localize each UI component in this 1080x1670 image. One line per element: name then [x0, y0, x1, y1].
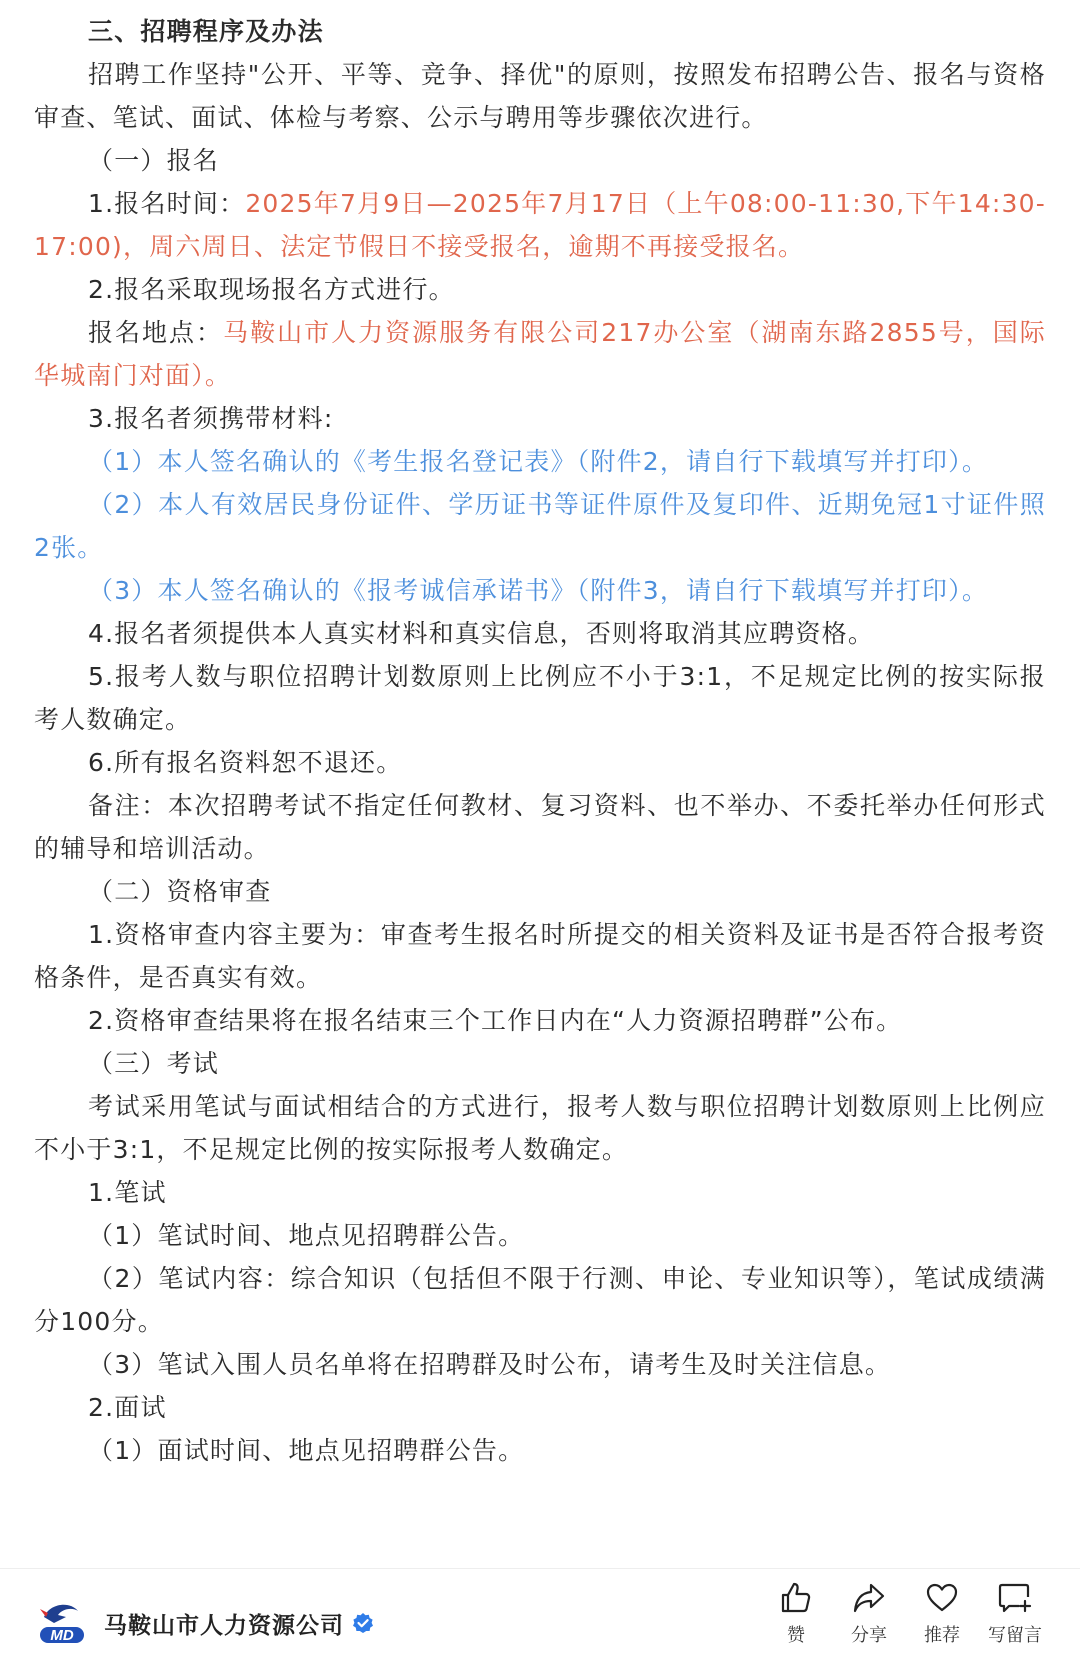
recommend-label: 推荐: [924, 1625, 960, 1646]
written-exam-item: （1）笔试时间、地点见招聘群公告。: [88, 1221, 525, 1250]
recommend-button[interactable]: [907, 1581, 977, 1647]
qualification-item: 2.资格审查结果将在报名结束三个工作日内在“人力资源招聘群”公布。: [88, 1006, 903, 1035]
material-item: （2）本人有效居民身份证件、学历证书等证件原件及复印件、近期免冠1寸证件照2张。: [34, 490, 1046, 562]
bottom-action-bar: [0, 1568, 1080, 1670]
interview-title: 2.面试: [88, 1393, 167, 1422]
like-button[interactable]: [761, 1581, 831, 1647]
interview-item: （1）面试时间、地点见招聘群公告。: [88, 1436, 525, 1465]
material-item: （1）本人签名确认的《考生报名登记表》（附件2，请自行下载填写并打印）。: [88, 447, 989, 476]
thumbs-up-icon: [779, 1581, 813, 1615]
registration-item: 5.报考人数与职位招聘计划数原则上比例应不小于3:1，不足规定比例的按实际报考人数确定。: [34, 662, 1046, 734]
subsection-title-qualification: （二）资格审查: [88, 877, 272, 906]
registration-method: 2.报名采取现场报名方式进行。: [88, 275, 455, 304]
registration-time: [0, 182, 1080, 268]
remark: 备注：本次招聘考试不指定任何教材、复习资料、也不举办、不委托举办任何形式的辅导和培训活动。: [34, 791, 1046, 863]
subsection-title-exam: （三）考试: [88, 1049, 220, 1078]
exam-intro: 考试采用笔试与面试相结合的方式进行，报考人数与职位招聘计划数原则上比例应不小于3:1，不足规定比例的按实际报考人数确定。: [34, 1092, 1046, 1164]
comment-label: 写留言: [988, 1625, 1042, 1646]
account-name[interactable]: 马鞍山市人力资源公司: [104, 1612, 344, 1639]
section-title: 三、招聘程序及办法: [88, 17, 324, 46]
share-button[interactable]: [834, 1581, 904, 1647]
intro-paragraph: 招聘工作坚持"公开、平等、竞争、择优"的原则，按照发布招聘公告、报名与资格审查、笔试、面试、体检与考察、公示与聘用等步骤依次进行。: [34, 60, 1046, 132]
account-logo-icon[interactable]: [36, 1597, 88, 1649]
registration-place-value: 马鞍山市人力资源服务有限公司217办公室（湖南东路2855号，国际华城南门对面）。: [34, 318, 1046, 390]
share-icon: [852, 1581, 886, 1615]
material-item: （3）本人签名确认的《报考诚信承诺书》（附件3，请自行下载填写并打印）。: [88, 576, 989, 605]
registration-item: 6.所有报名资料恕不退还。: [88, 748, 403, 777]
registration-place-label: 报名地点：: [88, 318, 224, 347]
subsection-title-registration: （一）报名: [88, 146, 220, 175]
comment-add-icon: [997, 1581, 1033, 1615]
verified-badge-icon: [352, 1612, 374, 1634]
qualification-item: 1.资格审查内容主要为：审查考生报名时所提交的相关资料及证书是否符合报考资格条件，是否真实有效。: [34, 920, 1046, 992]
written-exam-item: （3）笔试入围人员名单将在招聘群及时公布，请考生及时关注信息。: [88, 1350, 892, 1379]
registration-time-label: 1.报名时间：: [88, 189, 246, 218]
registration-time-value: 2025年7月9日—2025年7月17日（上午08:00-11:30,下午14:30-17:00)，周六周日、法定节假日不接受报名，逾期不再接受报名。: [34, 189, 1046, 261]
like-label: 赞: [787, 1625, 805, 1646]
account-info[interactable]: [36, 1595, 374, 1651]
registration-item: 4.报名者须提供本人真实材料和真实信息，否则将取消其应聘资格。: [88, 619, 875, 648]
account-logo-text: MD: [50, 1627, 74, 1644]
share-label: 分享: [851, 1625, 887, 1646]
materials-title: 3.报名者须携带材料:: [88, 404, 334, 433]
comment-button[interactable]: [980, 1581, 1050, 1647]
written-exam-item: （2）笔试内容：综合知识（包括但不限于行测、申论、专业知识等），笔试成绩满分100分。: [34, 1264, 1046, 1336]
written-exam-title: 1.笔试: [88, 1178, 167, 1207]
heart-icon: [925, 1581, 959, 1615]
registration-place: [0, 311, 1080, 397]
